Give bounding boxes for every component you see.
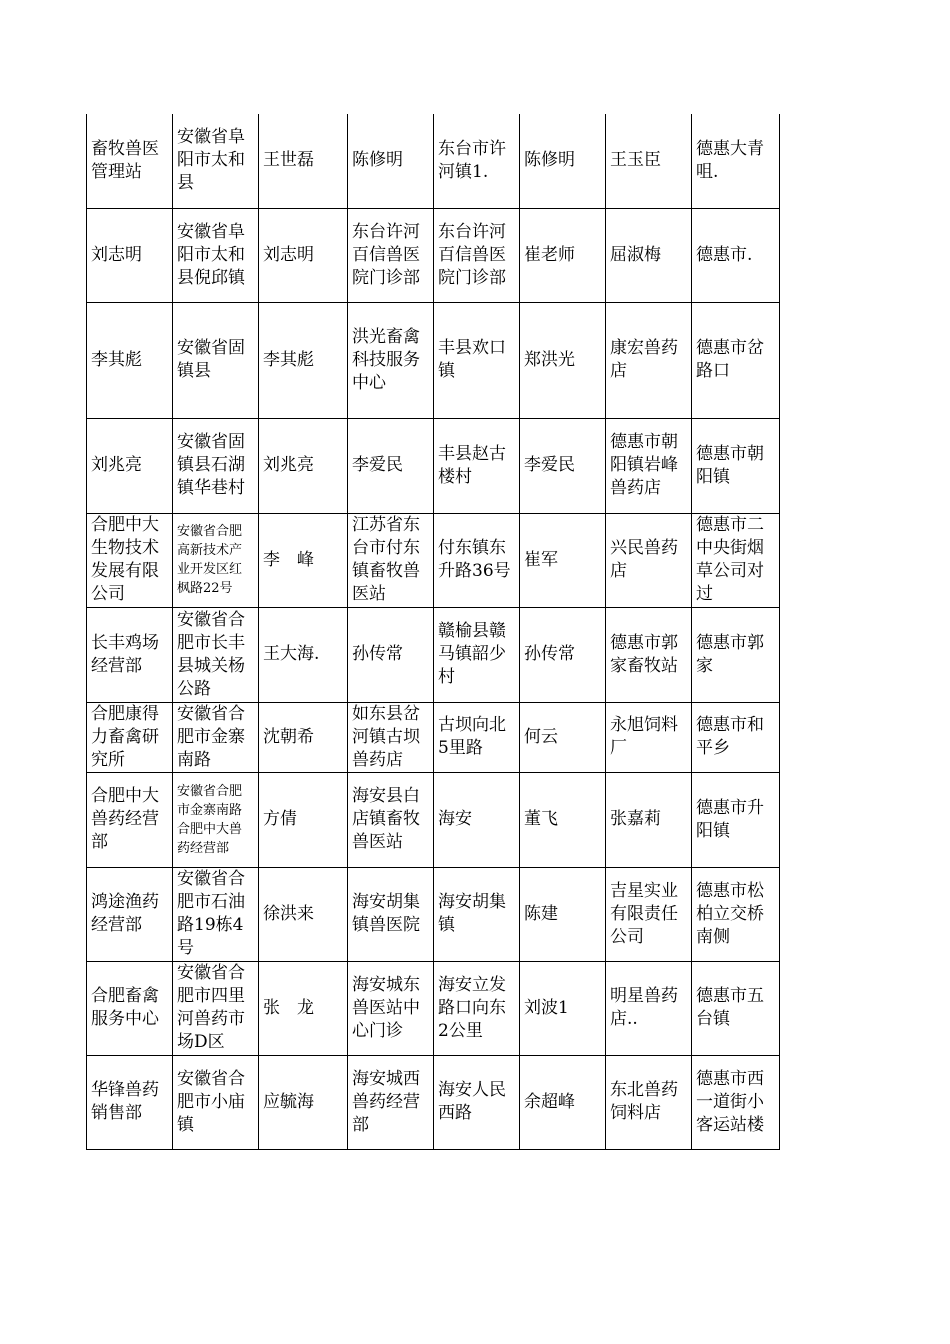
table-cell: 刘志明 <box>87 208 173 302</box>
table-cell: 古坝向北5里路 <box>434 702 520 772</box>
table-cell: 刘志明 <box>259 208 348 302</box>
table-cell: 合肥畜禽服务中心 <box>87 961 173 1055</box>
table-cell: 洪光畜禽科技服务中心 <box>348 302 434 418</box>
table-row <box>87 208 780 302</box>
table-row <box>87 513 780 607</box>
table-cell: 安徽省合肥市小庙镇 <box>173 1055 259 1149</box>
table-cell: 安徽省合肥市石油路19栋4号 <box>173 867 259 961</box>
table-cell: 安徽省阜阳市太和县倪邱镇 <box>173 208 259 302</box>
table-cell: 康宏兽药店 <box>606 302 692 418</box>
table-cell: 余超峰 <box>520 1055 606 1149</box>
table-row <box>87 867 780 961</box>
table-cell: 海安 <box>434 772 520 867</box>
table-cell: 安徽省固镇县 <box>173 302 259 418</box>
table-cell: 方倩 <box>259 772 348 867</box>
table-cell: 吉星实业有限责任公司 <box>606 867 692 961</box>
table-cell: 海安胡集镇 <box>434 867 520 961</box>
table-cell: 鸿途渔药经营部 <box>87 867 173 961</box>
table-cell: 沈朝希 <box>259 702 348 772</box>
table-cell: 刘兆亮 <box>87 418 173 513</box>
table-cell: 德惠市升阳镇 <box>692 772 780 867</box>
table-cell: 李其彪 <box>259 302 348 418</box>
table-cell: 江苏省东台市付东镇畜牧兽医站 <box>348 513 434 607</box>
table-cell: 东台许河百信兽医院门诊部 <box>348 208 434 302</box>
table-cell: 孙传常 <box>520 607 606 702</box>
table-cell: 徐洪来 <box>259 867 348 961</box>
table-cell: 东北兽药饲料店 <box>606 1055 692 1149</box>
table-cell: 安徽省合肥市金寨南路合肥中大兽药经营部 <box>173 772 259 867</box>
table-row <box>87 607 780 702</box>
table-cell: 郑洪光 <box>520 302 606 418</box>
table-cell: 德惠市岔路口 <box>692 302 780 418</box>
table-cell: 孙传常 <box>348 607 434 702</box>
table-cell: 何云 <box>520 702 606 772</box>
table-row <box>87 1055 780 1149</box>
table-cell: 德惠市和平乡 <box>692 702 780 772</box>
table-cell: 安徽省合肥市四里河兽药市场D区 <box>173 961 259 1055</box>
table-cell: 安徽省合肥市长丰县城关杨公路 <box>173 607 259 702</box>
table-cell: 合肥康得力畜禽研究所 <box>87 702 173 772</box>
table-cell: 东台许河百信兽医院门诊部 <box>434 208 520 302</box>
table-row <box>87 702 780 772</box>
table-cell: 屈淑梅 <box>606 208 692 302</box>
table-cell: 陈修明 <box>348 114 434 208</box>
table-cell: 陈修明 <box>520 114 606 208</box>
table-cell: 付东镇东升路36号 <box>434 513 520 607</box>
table-cell: 安徽省阜阳市太和县 <box>173 114 259 208</box>
table-cell: 海安县白店镇畜牧兽医站 <box>348 772 434 867</box>
table-cell: 合肥中大兽药经营部 <box>87 772 173 867</box>
table-cell: 丰县赵古楼村 <box>434 418 520 513</box>
table-row <box>87 114 780 208</box>
table-cell: 安徽省固镇县石湖镇华巷村 <box>173 418 259 513</box>
table-row <box>87 961 780 1055</box>
table-cell: 永旭饲料厂 <box>606 702 692 772</box>
table-cell: 德惠市二中央街烟草公司对过 <box>692 513 780 607</box>
table-cell: 德惠市. <box>692 208 780 302</box>
table-cell: 刘兆亮 <box>259 418 348 513</box>
table-cell: 海安城西兽药经营部 <box>348 1055 434 1149</box>
table-cell: 长丰鸡场经营部 <box>87 607 173 702</box>
table-cell: 张 龙 <box>259 961 348 1055</box>
table-cell: 德惠市五台镇 <box>692 961 780 1055</box>
table-cell: 董飞 <box>520 772 606 867</box>
table-cell: 刘波1 <box>520 961 606 1055</box>
table-row <box>87 302 780 418</box>
table-row <box>87 772 780 867</box>
data-table <box>86 114 780 1150</box>
table-cell: 安徽省合肥市金寨南路 <box>173 702 259 772</box>
table-cell: 陈建 <box>520 867 606 961</box>
table-cell: 德惠市朝阳镇岩峰兽药店 <box>606 418 692 513</box>
table-cell: 德惠市朝阳镇 <box>692 418 780 513</box>
table-cell: 德惠大青咀. <box>692 114 780 208</box>
table-row <box>87 418 780 513</box>
table-cell: 王大海. <box>259 607 348 702</box>
table-cell: 如东县岔河镇古坝兽药店 <box>348 702 434 772</box>
table-cell: 德惠市西一道街小客运站楼 <box>692 1055 780 1149</box>
table-cell: 李其彪 <box>87 302 173 418</box>
table-cell: 王世磊 <box>259 114 348 208</box>
table-cell: 海安人民西路 <box>434 1055 520 1149</box>
table-cell: 华锋兽药销售部 <box>87 1055 173 1149</box>
table-cell: 安徽省合肥高新技术产业开发区红枫路22号 <box>173 513 259 607</box>
table-cell: 张嘉莉 <box>606 772 692 867</box>
table-cell: 海安立发路口向东2公里 <box>434 961 520 1055</box>
table-cell: 海安城东兽医站中心门诊 <box>348 961 434 1055</box>
table-cell: 赣榆县赣马镇韶少村 <box>434 607 520 702</box>
table-cell: 李 峰 <box>259 513 348 607</box>
table-cell: 李爱民 <box>348 418 434 513</box>
table-cell: 王玉臣 <box>606 114 692 208</box>
table-cell: 合肥中大生物技术发展有限公司 <box>87 513 173 607</box>
table-cell: 李爱民 <box>520 418 606 513</box>
table-cell: 兴民兽药店 <box>606 513 692 607</box>
table-cell: 海安胡集镇兽医院 <box>348 867 434 961</box>
table-cell: 德惠市郭家畜牧站 <box>606 607 692 702</box>
table-cell: 丰县欢口镇 <box>434 302 520 418</box>
table-cell: 畜牧兽医管理站 <box>87 114 173 208</box>
table-cell: 崔军 <box>520 513 606 607</box>
table-cell: 德惠市郭家 <box>692 607 780 702</box>
table-cell: 东台市许河镇1. <box>434 114 520 208</box>
table-cell: 德惠市松柏立交桥南侧 <box>692 867 780 961</box>
table-cell: 明星兽药店.. <box>606 961 692 1055</box>
table-cell: 崔老师 <box>520 208 606 302</box>
table-cell: 应毓海 <box>259 1055 348 1149</box>
